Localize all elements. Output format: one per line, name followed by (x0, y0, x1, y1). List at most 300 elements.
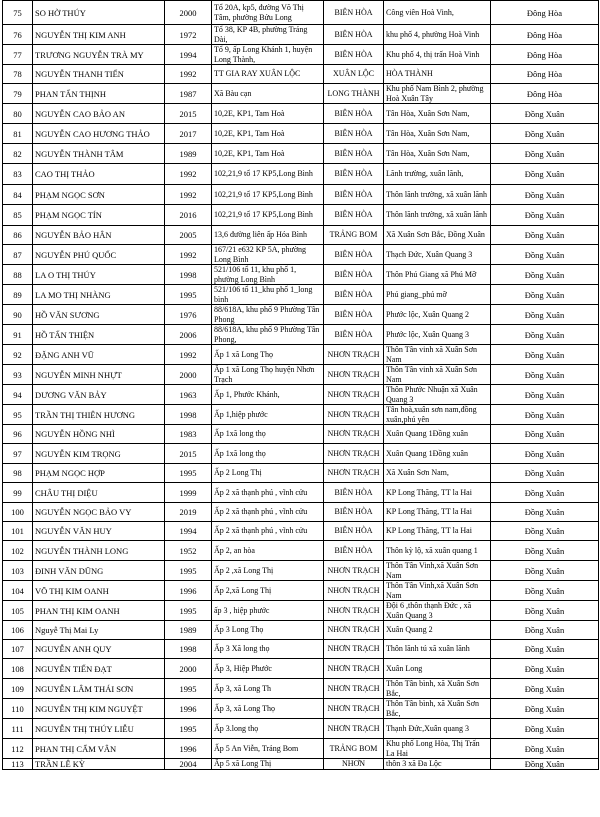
cell-full-name: PHẠM NGỌC TÍN (33, 205, 165, 226)
table-row (3, 385, 599, 405)
cell-full-name: NGUYỄN MINH NHỰT (33, 365, 165, 385)
cell-locality: NHƠN TRẠCH (324, 699, 384, 719)
table-row (3, 65, 599, 84)
cell-stt: 105 (3, 601, 33, 621)
cell-destination-address: Tân Hòa, Xuân Sơn Nam, (384, 144, 491, 164)
cell-current-address: Ấp 3 Long Thọ (212, 621, 324, 640)
cell-destination-address: KP Long Thăng, TT la Hai (384, 483, 491, 503)
cell-stt: 77 (3, 45, 33, 65)
cell-destination-district: Đồng Xuân (491, 444, 599, 464)
cell-locality: BIÊN HÒA (324, 25, 384, 45)
cell-current-address: 88/618A, khu phố 9 Phường Tân Phong, (212, 325, 324, 345)
people-table (2, 0, 599, 770)
table-row (3, 522, 599, 541)
cell-birth-year: 1972 (165, 25, 212, 45)
cell-current-address: Ấp 3, Hiệp Phước (212, 659, 324, 679)
cell-birth-year: 1963 (165, 385, 212, 405)
cell-stt: 86 (3, 226, 33, 245)
cell-stt: 101 (3, 522, 33, 541)
table-row (3, 345, 599, 365)
cell-destination-district: Đồng Xuân (491, 385, 599, 405)
cell-full-name: NGUYỄN VĂN HUY (33, 522, 165, 541)
cell-stt: 93 (3, 365, 33, 385)
cell-stt: 80 (3, 104, 33, 124)
cell-destination-district: Đồng Xuân (491, 205, 599, 226)
cell-locality: BIÊN HÒA (324, 124, 384, 144)
cell-stt: 75 (3, 1, 33, 25)
cell-destination-address: Phước lộc, Xuân Quang 2 (384, 305, 491, 325)
cell-destination-district: Đồng Xuân (491, 124, 599, 144)
table-row (3, 425, 599, 444)
cell-current-address: Ấp 3.long thọ (212, 719, 324, 739)
cell-birth-year: 1995 (165, 464, 212, 483)
cell-full-name: NGUYỄN THANH TIẾN (33, 65, 165, 84)
cell-birth-year: 2000 (165, 365, 212, 385)
table-row (3, 325, 599, 345)
cell-locality: BIÊN HÒA (324, 1, 384, 25)
cell-stt: 95 (3, 405, 33, 425)
cell-full-name: NGUYỄN NGỌC BẢO VY (33, 503, 165, 522)
cell-locality: NHƠN TRẠCH (324, 679, 384, 699)
cell-destination-address: Thôn lãnh trường, xã xuân lãnh (384, 205, 491, 226)
cell-destination-district: Đồng Xuân (491, 699, 599, 719)
table-row (3, 405, 599, 425)
cell-birth-year: 2017 (165, 124, 212, 144)
cell-destination-address: Công viên Hoà Vinh, (384, 1, 491, 25)
cell-locality: LONG THÀNH (324, 84, 384, 104)
cell-full-name: HỒ TẤN THIỆN (33, 325, 165, 345)
cell-destination-district: Đồng Xuân (491, 245, 599, 265)
cell-current-address: Ấp 2 ,xã Long Thị (212, 561, 324, 581)
cell-destination-address: Lãnh trường, xuân lãnh, (384, 164, 491, 185)
cell-stt: 107 (3, 640, 33, 659)
cell-birth-year: 2015 (165, 444, 212, 464)
cell-current-address: Ấp 1 xã Long Thọ huyện Nhơn Trạch (212, 365, 324, 385)
cell-destination-district: Đồng Xuân (491, 325, 599, 345)
cell-current-address: Xã Bàu cạn (212, 84, 324, 104)
cell-full-name: LA O THỊ THÚY (33, 265, 165, 285)
cell-destination-address: KP Long Thăng, TT la Hai (384, 503, 491, 522)
cell-destination-district: Đồng Xuân (491, 679, 599, 699)
table-row (3, 719, 599, 739)
table-row (3, 561, 599, 581)
cell-full-name: TRẦN THỊ THIÊN HƯƠNG (33, 405, 165, 425)
cell-current-address: 102,21,9 tổ 17 KP5,Long Bình (212, 164, 324, 185)
cell-current-address: Ấp 1,hiệp phước (212, 405, 324, 425)
cell-birth-year: 1995 (165, 719, 212, 739)
cell-full-name: LA MO THỊ NHÀNG (33, 285, 165, 305)
cell-locality: BIÊN HÒA (324, 164, 384, 185)
cell-locality: NHƠN TRẠCH (324, 601, 384, 621)
cell-locality: BIÊN HÒA (324, 265, 384, 285)
cell-destination-district: Đông Hòa (491, 65, 599, 84)
cell-full-name: TRẦN LÊ KỲ (33, 759, 165, 770)
cell-birth-year: 1998 (165, 405, 212, 425)
cell-birth-year: 1995 (165, 561, 212, 581)
cell-locality: NHƠN TRẠCH (324, 659, 384, 679)
cell-stt: 109 (3, 679, 33, 699)
cell-destination-address: Tân hoà,xuân sơn nam,đồng xuân,phú yên (384, 405, 491, 425)
table-row (3, 226, 599, 245)
cell-destination-address: Phước lộc, Xuân Quang 3 (384, 325, 491, 345)
cell-stt: 91 (3, 325, 33, 345)
cell-full-name: NGUYỄN KIM TRỌNG (33, 444, 165, 464)
cell-stt: 108 (3, 659, 33, 679)
cell-locality: BIÊN HÒA (324, 285, 384, 305)
cell-destination-district: Đồng Xuân (491, 305, 599, 325)
cell-birth-year: 2000 (165, 1, 212, 25)
cell-birth-year: 1987 (165, 84, 212, 104)
cell-destination-address: khu phố 4, phường Hoà Vinh (384, 25, 491, 45)
cell-destination-address: Thôn Phước Nhuận xã Xuân Quang 3 (384, 385, 491, 405)
cell-destination-address: Thôn Tân vinh xã Xuân Sơn Nam (384, 365, 491, 385)
table-row (3, 124, 599, 144)
cell-destination-district: Đồng Xuân (491, 164, 599, 185)
cell-birth-year: 1983 (165, 425, 212, 444)
cell-birth-year: 1994 (165, 45, 212, 65)
table-row (3, 601, 599, 621)
cell-current-address: Ấp 3 Xã long thọ (212, 640, 324, 659)
cell-destination-district: Đồng Xuân (491, 483, 599, 503)
cell-current-address: 10,2E, KP1, Tam Hoà (212, 144, 324, 164)
cell-destination-address: Khu phố 4, thị trấn Hoà Vinh (384, 45, 491, 65)
cell-full-name: NGUYỄN ANH QUY (33, 640, 165, 659)
cell-current-address: Ấp 3, xã Long Thọ (212, 699, 324, 719)
table-row (3, 739, 599, 759)
cell-birth-year: 1999 (165, 483, 212, 503)
table-row (3, 659, 599, 679)
cell-destination-address: Xuân Long (384, 659, 491, 679)
cell-stt: 111 (3, 719, 33, 739)
cell-full-name: NGUYỄN THÀNH LONG (33, 541, 165, 561)
cell-current-address: Ấp 5 An Viễn, Trảng Bom (212, 739, 324, 759)
cell-destination-district: Đồng Xuân (491, 581, 599, 601)
cell-destination-address: Xã Xuân Sơn Bắc, Đồng Xuân (384, 226, 491, 245)
cell-full-name: PHAN THỊ KIM OANH (33, 601, 165, 621)
cell-destination-district: Đồng Xuân (491, 541, 599, 561)
cell-birth-year: 1995 (165, 679, 212, 699)
cell-full-name: NGUYỄN THỊ KIM NGUYỆT (33, 699, 165, 719)
cell-full-name: CHÂU THỊ DIỆU (33, 483, 165, 503)
cell-stt: 83 (3, 164, 33, 185)
cell-destination-address: Thôn kỳ lộ, xã xuân quang 1 (384, 541, 491, 561)
cell-destination-address: Thôn Phú Giang xã Phú Mỡ (384, 265, 491, 285)
cell-current-address: Ấp 2,xã Long Thị (212, 581, 324, 601)
cell-full-name: ĐINH VĂN DŨNG (33, 561, 165, 581)
cell-destination-district: Đông Hòa (491, 84, 599, 104)
table-row (3, 1, 599, 25)
table-row (3, 581, 599, 601)
cell-current-address: 521/106 tổ 11_khu phố 1_long bình (212, 285, 324, 305)
cell-destination-address: thôn 3 xã Đa Lộc (384, 759, 491, 770)
cell-destination-district: Đồng Xuân (491, 104, 599, 124)
cell-current-address: Ấp 1, Phước Khánh, (212, 385, 324, 405)
cell-locality: TRẢNG BOM (324, 226, 384, 245)
cell-stt: 106 (3, 621, 33, 640)
cell-full-name: NGUYỄN HỒNG NHÌ (33, 425, 165, 444)
cell-destination-district: Đồng Xuân (491, 365, 599, 385)
table-row (3, 305, 599, 325)
cell-destination-district: Đồng Xuân (491, 739, 599, 759)
cell-destination-address: Khu phố Nam Bình 2, phường Hoà Xuân Tây (384, 84, 491, 104)
cell-birth-year: 1952 (165, 541, 212, 561)
cell-stt: 78 (3, 65, 33, 84)
cell-current-address: Tổ 9, ấp Long Khánh 1, huyện Long Thành, (212, 45, 324, 65)
cell-current-address: Ấp 1xã long thọ (212, 425, 324, 444)
cell-current-address: TT GIA RAY XUÂN LỘC (212, 65, 324, 84)
cell-destination-address: Thôn Tân bình, xã Xuân Sơn Bắc, (384, 699, 491, 719)
cell-birth-year: 1998 (165, 640, 212, 659)
cell-locality: NHƠN TRẠCH (324, 581, 384, 601)
cell-destination-district: Đồng Xuân (491, 185, 599, 205)
cell-full-name: CAO THỊ THẢO (33, 164, 165, 185)
cell-locality: NHƠN TRẠCH (324, 719, 384, 739)
cell-destination-address: KP Long Thăng, TT la Hai (384, 522, 491, 541)
cell-destination-address: Xuân Quang 1Đồng xuân (384, 425, 491, 444)
table-row (3, 205, 599, 226)
cell-birth-year: 2015 (165, 104, 212, 124)
cell-locality: NHƠN TRẠCH (324, 425, 384, 444)
cell-stt: 94 (3, 385, 33, 405)
cell-locality: NHƠN TRẠCH (324, 640, 384, 659)
cell-current-address: 102,21,9 tổ 17 KP5,Long Bình (212, 205, 324, 226)
cell-birth-year: 2016 (165, 205, 212, 226)
cell-destination-address: Xuân Quang 2 (384, 621, 491, 640)
cell-destination-district: Đồng Xuân (491, 285, 599, 305)
cell-birth-year: 1995 (165, 601, 212, 621)
cell-destination-district: Đồng Xuân (491, 640, 599, 659)
cell-destination-address: Xuân Quang 1Đồng xuân (384, 444, 491, 464)
cell-birth-year: 2006 (165, 325, 212, 345)
cell-birth-year: 1996 (165, 581, 212, 601)
cell-destination-address: Thôn lãnh tú xã xuân lãnh (384, 640, 491, 659)
table-row (3, 84, 599, 104)
cell-full-name: NGUYỄN THÀNH TÂM (33, 144, 165, 164)
cell-destination-address: HÒA THÀNH (384, 65, 491, 84)
cell-locality: NHƠN TRẠCH (324, 464, 384, 483)
cell-destination-district: Đông Hòa (491, 25, 599, 45)
cell-full-name: PHAN TẤN THỊNH (33, 84, 165, 104)
cell-birth-year: 2019 (165, 503, 212, 522)
cell-locality: BIÊN HÒA (324, 503, 384, 522)
cell-birth-year: 1996 (165, 739, 212, 759)
cell-locality: XUÂN LỘC (324, 65, 384, 84)
cell-current-address: 10,2E, KP1, Tam Hoà (212, 124, 324, 144)
cell-locality: BIÊN HÒA (324, 104, 384, 124)
table-row (3, 541, 599, 561)
cell-destination-district: Đồng Xuân (491, 226, 599, 245)
cell-destination-address: Tân Hòa, Xuân Sơn Nam, (384, 124, 491, 144)
cell-stt: 92 (3, 345, 33, 365)
cell-birth-year: 1992 (165, 245, 212, 265)
cell-current-address: ấp 3 , hiệp phước (212, 601, 324, 621)
cell-locality: NHƠN TRẠCH (324, 345, 384, 365)
cell-current-address: Ấp 2, an hòa (212, 541, 324, 561)
cell-destination-district: Đồng Xuân (491, 405, 599, 425)
cell-full-name: PHẠM NGỌC HỢP (33, 464, 165, 483)
cell-current-address: 88/618A, khu phố 9 Phường Tân Phong (212, 305, 324, 325)
cell-stt: 85 (3, 205, 33, 226)
cell-full-name: NGUYỄN BẢO HÂN (33, 226, 165, 245)
cell-birth-year: 1996 (165, 699, 212, 719)
cell-birth-year: 1992 (165, 345, 212, 365)
cell-destination-address: Phú giang_phú mỡ (384, 285, 491, 305)
cell-birth-year: 2004 (165, 759, 212, 770)
cell-destination-district: Đồng Xuân (491, 464, 599, 483)
cell-locality: NHƠN TRẠCH (324, 405, 384, 425)
cell-stt: 103 (3, 561, 33, 581)
cell-destination-address: Thôn Tân Vinh,xã Xuân Sơn Nam (384, 581, 491, 601)
cell-birth-year: 1998 (165, 265, 212, 285)
cell-destination-district: Đồng Xuân (491, 719, 599, 739)
cell-locality: TRẢNG BOM (324, 739, 384, 759)
table-row (3, 483, 599, 503)
cell-birth-year: 1992 (165, 65, 212, 84)
cell-stt: 113 (3, 759, 33, 770)
cell-destination-address: Tân Hòa, Xuân Sơn Nam, (384, 104, 491, 124)
cell-birth-year: 1992 (165, 164, 212, 185)
cell-locality: NHƠN TRẠCH (324, 621, 384, 640)
cell-current-address: Ấp 1xã long thọ (212, 444, 324, 464)
table-row (3, 503, 599, 522)
cell-full-name: NGUYỄN CAO HƯƠNG THẢO (33, 124, 165, 144)
cell-stt: 88 (3, 265, 33, 285)
table-row (3, 621, 599, 640)
table-row (3, 365, 599, 385)
cell-current-address: 13,6 đường liên ấp Hóa Bình (212, 226, 324, 245)
cell-birth-year: 1989 (165, 144, 212, 164)
cell-current-address: Ấp 1 xã Long Thọ (212, 345, 324, 365)
cell-locality: BIÊN HÒA (324, 522, 384, 541)
cell-full-name: VÕ THỊ KIM OANH (33, 581, 165, 601)
cell-stt: 82 (3, 144, 33, 164)
cell-current-address: 10,2E, KP1, Tam Hoà (212, 104, 324, 124)
cell-birth-year: 1976 (165, 305, 212, 325)
cell-destination-district: Đồng Xuân (491, 621, 599, 640)
cell-stt: 97 (3, 444, 33, 464)
cell-stt: 89 (3, 285, 33, 305)
cell-current-address: Tổ 20A, kp5, đường Võ Thị Tâm, phường Bửu Long (212, 1, 324, 25)
cell-destination-address: Thôn Tân bình, xã Xuân Sơn Bắc, (384, 679, 491, 699)
cell-birth-year: 2005 (165, 226, 212, 245)
cell-full-name: NGUYỄN THỊ THÚY LIỄU (33, 719, 165, 739)
cell-destination-district: Đồng Xuân (491, 561, 599, 581)
cell-birth-year: 2000 (165, 659, 212, 679)
cell-stt: 79 (3, 84, 33, 104)
cell-destination-address: Đội 6 ,thôn thạnh Đức , xã Xuân Quang 3 (384, 601, 491, 621)
cell-current-address: 102,21,9 tổ 17 KP5,Long Bình (212, 185, 324, 205)
table-row (3, 699, 599, 719)
cell-current-address: Ấp 3, xã Long Th (212, 679, 324, 699)
cell-stt: 99 (3, 483, 33, 503)
cell-current-address: Tổ 38, KP 4B, phường Trảng Dài, (212, 25, 324, 45)
cell-stt: 84 (3, 185, 33, 205)
cell-locality: BIÊN HÒA (324, 541, 384, 561)
cell-full-name: SO HỜ THÚY (33, 1, 165, 25)
cell-locality: BIÊN HÒA (324, 205, 384, 226)
cell-birth-year: 1992 (165, 185, 212, 205)
cell-locality: BIÊN HÒA (324, 245, 384, 265)
cell-full-name: NGUYỄN PHÚ QUỐC (33, 245, 165, 265)
cell-stt: 76 (3, 25, 33, 45)
cell-locality: NHƠN TRẠCH (324, 365, 384, 385)
cell-current-address: Ấp 2 xã thạnh phú , vĩnh cửu (212, 483, 324, 503)
cell-full-name: HỒ VĂN SƯƠNG (33, 305, 165, 325)
table-row (3, 679, 599, 699)
cell-destination-district: Đồng Xuân (491, 659, 599, 679)
cell-full-name: DƯƠNG VĂN BẢY (33, 385, 165, 405)
cell-stt: 87 (3, 245, 33, 265)
cell-current-address: Ấp 2 Long Thị (212, 464, 324, 483)
cell-destination-district: Đồng Xuân (491, 425, 599, 444)
table-row (3, 245, 599, 265)
table-row (3, 265, 599, 285)
cell-full-name: NGUYỄN TIẾN ĐẠT (33, 659, 165, 679)
cell-stt: 102 (3, 541, 33, 561)
table-row (3, 464, 599, 483)
cell-destination-district: Đồng Xuân (491, 503, 599, 522)
cell-locality: BIÊN HÒA (324, 144, 384, 164)
cell-full-name: PHẠM NGỌC SƠN (33, 185, 165, 205)
cell-destination-district: Đông Hòa (491, 45, 599, 65)
cell-locality: NHƠN TRẠCH (324, 561, 384, 581)
cell-destination-district: Đồng Xuân (491, 265, 599, 285)
cell-current-address: 167/21 e632 KP 5A, phường Long Bình (212, 245, 324, 265)
table-row (3, 444, 599, 464)
cell-locality: BIÊN HÒA (324, 45, 384, 65)
cell-locality: BIÊN HÒA (324, 185, 384, 205)
cell-stt: 96 (3, 425, 33, 444)
cell-current-address: Ấp 2 xã thạnh phú , vĩnh cửu (212, 503, 324, 522)
cell-birth-year: 1989 (165, 621, 212, 640)
cell-full-name: PHAN THỊ CẨM VÂN (33, 739, 165, 759)
cell-destination-district: Đồng Xuân (491, 144, 599, 164)
table-row (3, 25, 599, 45)
cell-destination-district: Đồng Xuân (491, 345, 599, 365)
cell-locality: NHƠN (324, 759, 384, 770)
cell-stt: 98 (3, 464, 33, 483)
cell-full-name: TRƯƠNG NGUYỄN TRÀ MY (33, 45, 165, 65)
table-row (3, 144, 599, 164)
cell-destination-address: Thôn lãnh trường, xã xuân lãnh (384, 185, 491, 205)
cell-locality: NHƠN TRẠCH (324, 385, 384, 405)
table-row (3, 185, 599, 205)
cell-current-address: 521/106 tổ 11, khu phố 1, phường Long Bình (212, 265, 324, 285)
cell-destination-address: Thạnh Đức,Xuân quang 3 (384, 719, 491, 739)
cell-stt: 104 (3, 581, 33, 601)
table-body (3, 1, 599, 770)
cell-destination-district: Đồng Xuân (491, 601, 599, 621)
cell-full-name: NGUYỄN LÂM THÁI SƠN (33, 679, 165, 699)
table-row (3, 45, 599, 65)
cell-locality: BIÊN HÒA (324, 325, 384, 345)
cell-locality: BIÊN HÒA (324, 483, 384, 503)
cell-destination-address: Thôn Tân Vinh,xã Xuân Sơn Nam (384, 561, 491, 581)
cell-stt: 112 (3, 739, 33, 759)
table-row (3, 164, 599, 185)
cell-full-name: NGUYỄN THỊ KIM ANH (33, 25, 165, 45)
table-row (3, 759, 599, 770)
cell-stt: 110 (3, 699, 33, 719)
cell-full-name: ĐẶNG ANH VŨ (33, 345, 165, 365)
cell-current-address: Ấp 5 xã Long Thị (212, 759, 324, 770)
cell-destination-district: Đông Hòa (491, 1, 599, 25)
cell-locality: BIÊN HÒA (324, 305, 384, 325)
cell-stt: 100 (3, 503, 33, 522)
cell-birth-year: 1995 (165, 285, 212, 305)
cell-locality: NHƠN TRẠCH (324, 444, 384, 464)
cell-destination-address: Thôn Tân vinh xã Xuân Sơn Nam (384, 345, 491, 365)
